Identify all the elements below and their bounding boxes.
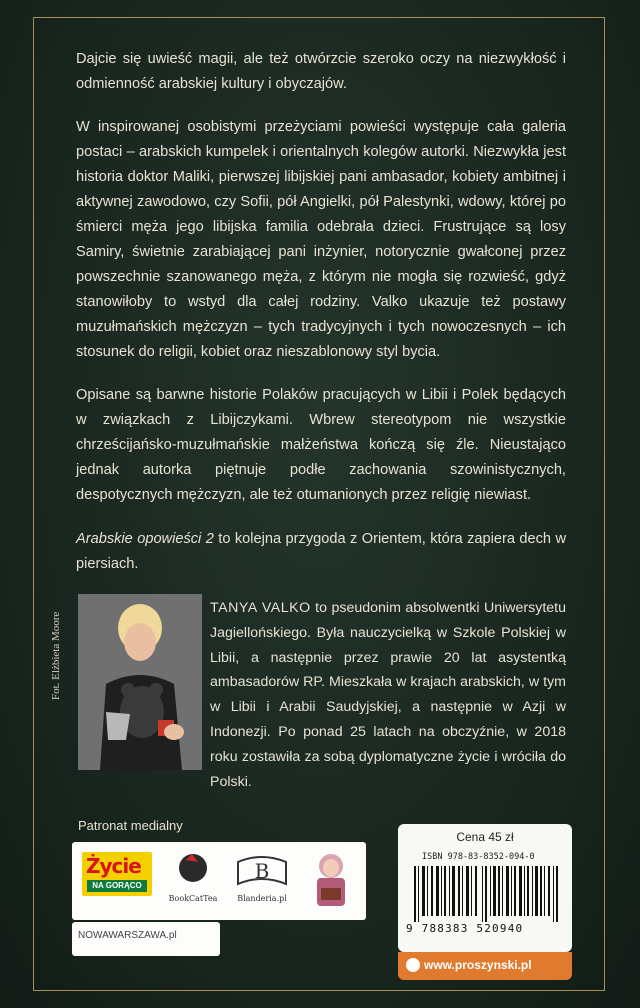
barcode	[412, 866, 560, 922]
zycie-logo-text: Życie	[86, 854, 141, 878]
blanderia-logo-text: Blanderia.pl	[237, 894, 287, 903]
bookcattea-logo	[168, 850, 218, 903]
characters-paragraph: W inspirowanej osobistymi przeżyciami powieści występuje cała galeria postaci – arabskich kumpelek i orientalnych kolegów autorki. Niezwykła jest historia doktor Maliki, pierwszej libijskiej pani ambasador, kobiety ambitnej i aktywnej zawodowo, czy Sofii, pół Angielki, pół Palestynki, wdowy, której po śmierci męża jego libijska familia odebrała dzieci. Frustrujące są losy Samiry, świetnie zarabiającej pani inżynier, notorycznie gwałconej przez powszechnie szanowanego męża, z którym nie mogła się rozwieść, gdyż stanowiłoby to wstyd dla całej rodziny. Valko ukazuje też postawy muzułmańskich mężczyzn – tych tradycyjnych i tych nowoczesnych – ich stosunek do religii, kobiet oraz nieszablonowy styl bycia.	[76, 119, 566, 360]
photo-credit: Fot. Elżbieta Moore	[50, 611, 62, 700]
media-logos-panel	[72, 842, 366, 920]
nowawarszawa-logo: NOWAWARSZAWA.pl	[78, 930, 177, 941]
author-photo	[78, 594, 202, 770]
barcode-digits: 9 788383 520940	[406, 922, 524, 935]
price-label: Cena 45 zł	[456, 830, 514, 844]
author-name: TANYA VALKO	[210, 600, 311, 616]
nowawarszawa-panel	[72, 922, 220, 956]
svg-text:B: B	[254, 859, 270, 883]
author-bio-text: to pseudonim absolwentki Uniwersytetu Jagiellońskiego. Była nauczycielką w Szkole Polskiej w Libii, a następnie przez prawie 20 lat asystentką ambasadorów RP. Mieszkała w krajach arabskich, w tym w Libii i Arabii Saudyjskiej, a następnie w Azji w Indonezji. Po ponad 25 latach na obczyźnie, w 2018 roku zostawiła za sobą dyplomatyczne życie i wróciła do Polski.	[210, 600, 566, 790]
isbn-label: ISBN 978-83-8352-094-0	[422, 852, 535, 862]
polish-stories-paragraph: Opisane są barwne historie Polaków pracujących w Libii i Polek będących w związkach z Libijczykami. Wbrew stereotypom nie wszystkie chrześcijańsko-muzułmańskie małżeństwa kończą się źle. Nieustająco jednak autorka piętnuje podłe zachowania szowinistycznych, despotycznych mężczyzn, ale też otumanionych przez religię niewiast.	[76, 387, 566, 503]
closing-text: to kolejna przygoda z Orientem, która zapiera dech w piersiach.	[76, 531, 566, 572]
blanderia-logo	[232, 850, 292, 903]
book-title: Arabskie opowieści 2	[76, 531, 214, 547]
intro-paragraph: Dajcie się uwieść magii, ale też otwórzcie szeroko oczy na niezwykłość i odmienność arabskiej kultury i obyczajów.	[76, 51, 566, 92]
price-barcode-box	[398, 824, 572, 952]
bookcattea-logo-text: BookCatTea	[168, 894, 218, 903]
author-bio	[210, 596, 566, 794]
media-patronage-label: Patronat medialny	[78, 818, 183, 833]
zycie-na-goraco-logo	[82, 852, 152, 896]
publisher-logo-icon	[406, 958, 420, 972]
closing-paragraph	[76, 527, 566, 577]
publisher-website-bar	[398, 952, 572, 980]
blogger-girl-logo	[308, 848, 354, 912]
zycie-logo-subtext: NA GORĄCO	[87, 880, 147, 892]
publisher-website[interactable]: www.proszynski.pl	[424, 958, 532, 972]
